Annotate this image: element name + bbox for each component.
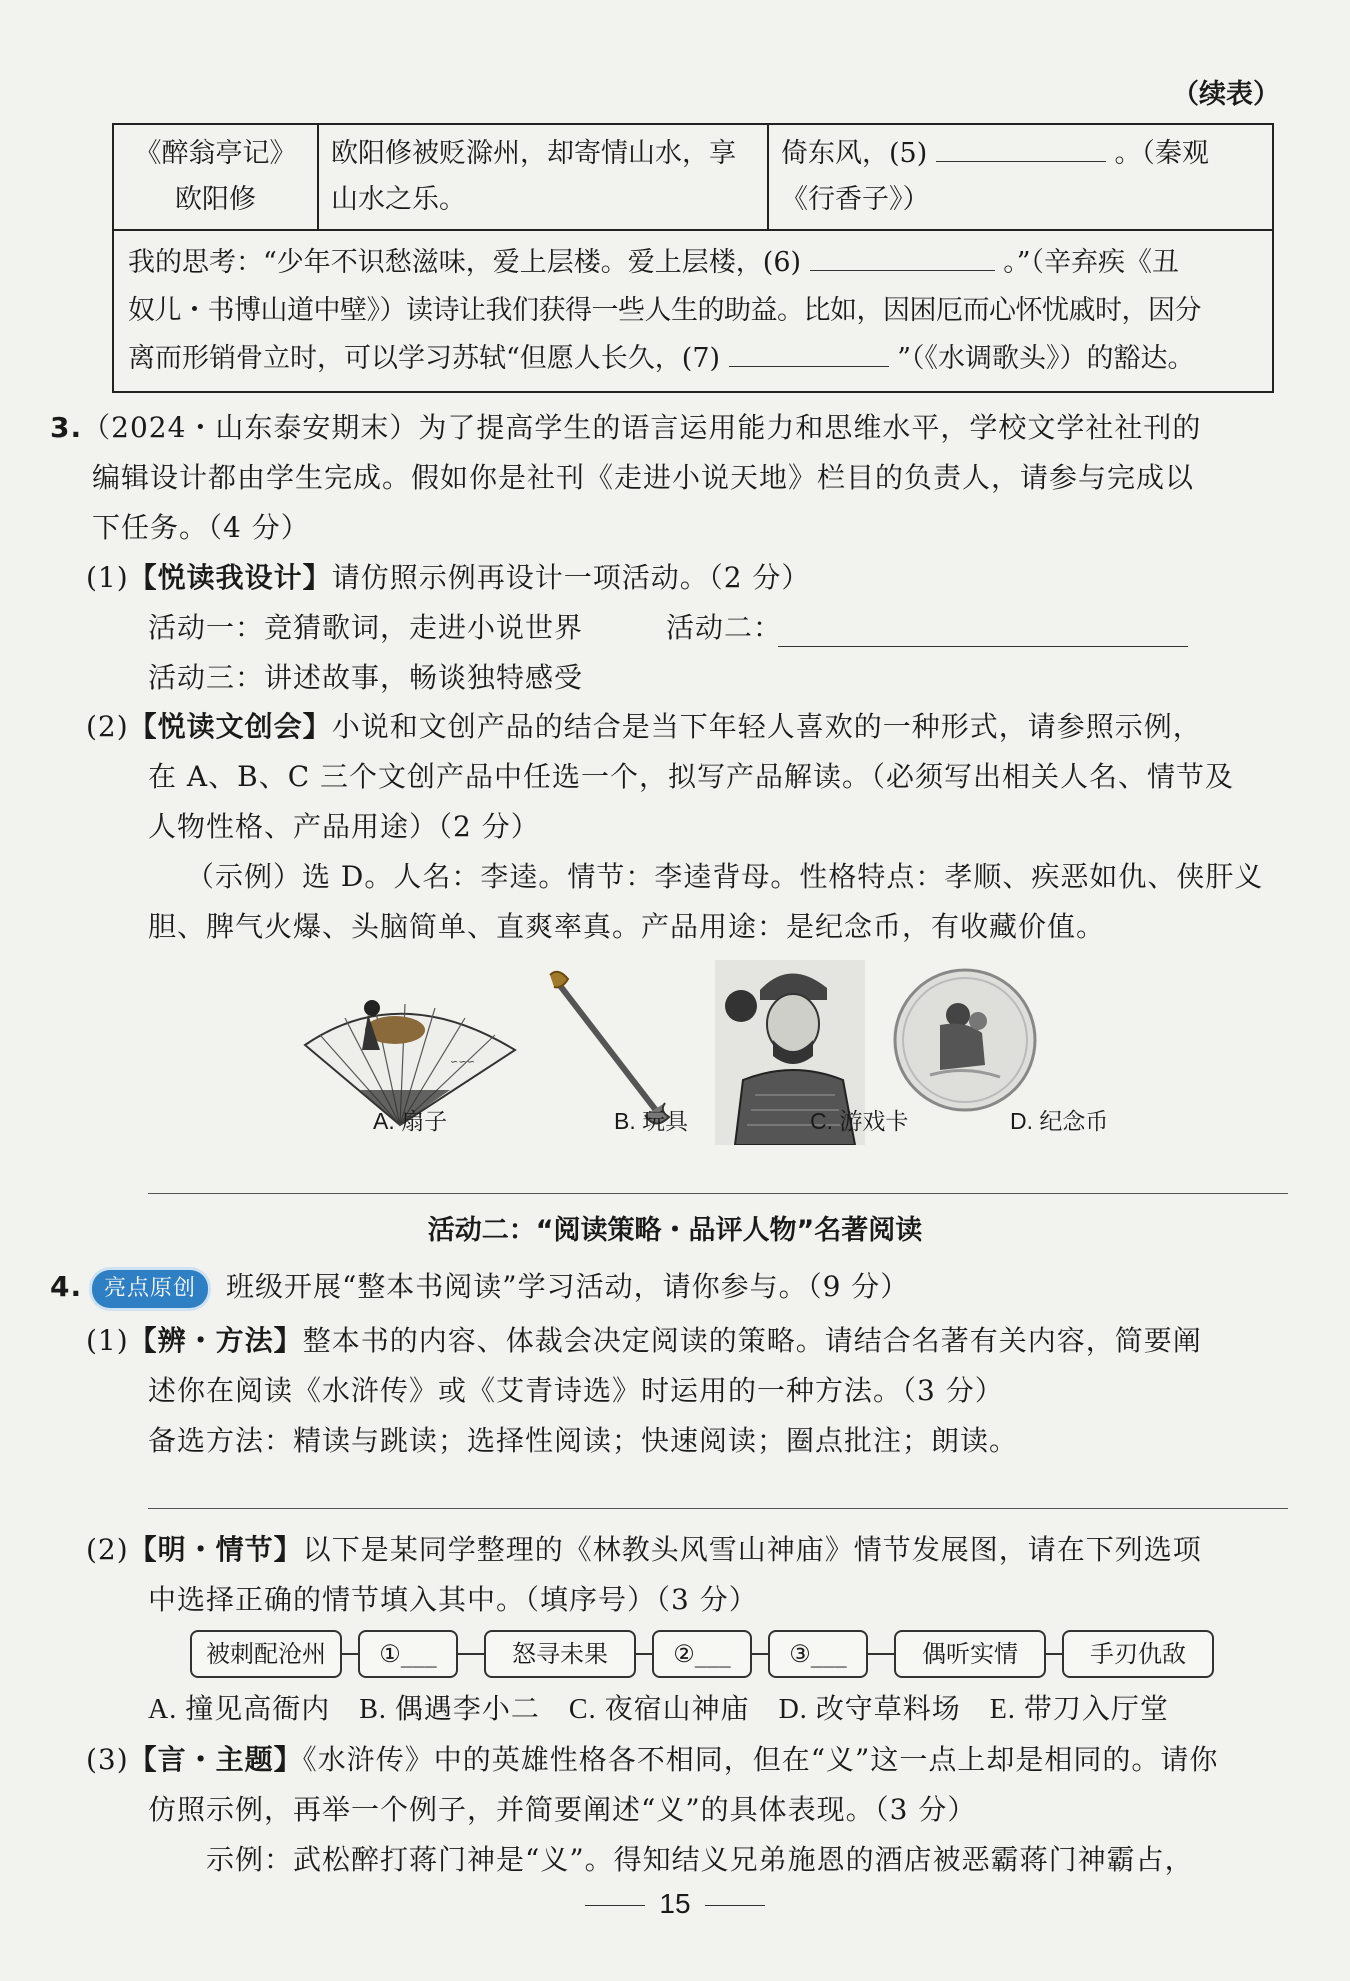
part-number: (1) xyxy=(86,1324,129,1357)
thinking-line1a: 我的思考：“少年不识愁滋味，爱上层楼。爱上层楼，(6) xyxy=(128,247,802,278)
flow-step: 偶听实情 xyxy=(894,1630,1046,1678)
thinking-line3b: ”（《水调歌头》）的豁达。 xyxy=(897,343,1195,374)
part-number: (2) xyxy=(86,1533,129,1566)
caption-a: A. 扇子 xyxy=(373,1108,448,1134)
method-options: 备选方法：精读与跳读；选择性阅读；快速阅读；圈点批注；朗读。 xyxy=(148,1424,1019,1457)
activity-two-label: 活动二： xyxy=(666,611,783,644)
work-title: 《醉翁亭记》 xyxy=(134,138,297,169)
answer-blank-7[interactable] xyxy=(729,337,889,367)
part-text-2: 述你在阅读《水浒传》或《艾青诗选》时运用的一种方法。（3 分） xyxy=(148,1374,1004,1407)
flow-blank[interactable]: ①___ xyxy=(358,1630,458,1678)
flow-connector xyxy=(1046,1653,1062,1655)
quote-source: 《行香子》） xyxy=(781,184,930,215)
q4-part2 xyxy=(86,1525,1316,1625)
poetry-table xyxy=(112,123,1274,393)
work-cell xyxy=(113,124,318,230)
flow-step: 怒寻未果 xyxy=(484,1630,636,1678)
part-tag: 【悦读我设计】 xyxy=(128,561,332,594)
part-number: (1) xyxy=(86,561,129,594)
part-text-2: 在 A、B、C 三个文创产品中任选一个，拟写产品解读。（必须写出相关人名、情节及 xyxy=(148,760,1235,793)
quote-cell xyxy=(768,124,1273,230)
work-author: 欧阳修 xyxy=(175,184,256,215)
choice-list: A. 撞见高衙内 B. 偶遇李小二 C. 夜宿山神庙 D. 改守草料场 E. 带刀入厅堂 xyxy=(148,1694,1169,1725)
part-text: 小说和文创产品的结合是当下年轻人喜欢的一种形式，请参照示例， xyxy=(331,710,1202,743)
desc-cell: 欧阳修被贬滁州，却寄情山水，享山水之乐。 xyxy=(318,124,768,230)
flow-connector xyxy=(636,1653,652,1655)
flow-connector xyxy=(458,1653,484,1655)
flow-blank[interactable]: ②___ xyxy=(652,1630,752,1678)
flow-step: 手刃仇敌 xyxy=(1062,1630,1214,1678)
answer-blank-6[interactable] xyxy=(810,241,995,271)
caption-b: B. 玩具 xyxy=(614,1108,689,1134)
answer-blank-5[interactable] xyxy=(936,132,1106,162)
part-text-2: 仿照示例，再举一个例子，并简要阐述“义”的具体表现。（3 分） xyxy=(148,1793,977,1826)
plot-flowchart xyxy=(190,1630,1250,1680)
thinking-cell xyxy=(113,230,1273,392)
example-line2: 胆、脾气火爆、头脑简单、直爽率真。产品用途：是纪念币，有收藏价值。 xyxy=(148,910,1106,943)
flow-connector xyxy=(342,1653,358,1655)
question-4 xyxy=(50,1262,1310,1312)
svg-text:∽∽∽: ∽∽∽ xyxy=(450,1057,476,1068)
answer-line[interactable] xyxy=(148,1508,1288,1509)
q3-intro1: （2024・山东泰安期末）为了提高学生的语言运用能力和思维水平，学校文学社社刊的 xyxy=(82,411,1202,444)
part-number: (2) xyxy=(86,710,129,743)
question-number: 4. xyxy=(50,1270,83,1303)
example-line1: （示例）选 D。人名：李逵。情节：李逵背母。性格特点：孝顺、疾恶如仇、侠肝义 xyxy=(186,860,1264,893)
question-number: 3. xyxy=(50,411,83,444)
coin-image xyxy=(890,965,1040,1115)
part-tag: 【明・情节】 xyxy=(128,1533,303,1566)
part-text: 请仿照示例再设计一项活动。（2 分） xyxy=(331,561,811,594)
flow-step: 被刺配沧州 xyxy=(190,1630,342,1678)
original-badge: 亮点原创 xyxy=(92,1270,208,1308)
activity-one: 活动一：竞猜歌词，走进小说世界 xyxy=(148,611,584,644)
q4-part1 xyxy=(86,1316,1316,1466)
thinking-line1b: 。”（辛弃疾《丑 xyxy=(1003,247,1180,278)
activity-two-blank[interactable] xyxy=(778,617,1188,647)
part-number: (3) xyxy=(86,1743,129,1776)
q4-intro: 班级开展“整本书阅读”学习活动，请你参与。（9 分） xyxy=(225,1270,910,1303)
caption-d: D. 纪念币 xyxy=(1010,1108,1109,1134)
part-text: 以下是某同学整理的《林教头风雪山神庙》情节发展图，请在下列选项 xyxy=(302,1533,1202,1566)
table-row xyxy=(113,230,1273,392)
q4-part3 xyxy=(86,1735,1316,1885)
caption-c: C. 游戏卡 xyxy=(810,1108,909,1134)
divider xyxy=(148,1193,1288,1194)
part-text-3: 人物性格、产品用途）（2 分） xyxy=(148,810,540,843)
part-tag: 【言・主题】 xyxy=(128,1743,303,1776)
continued-label: （续表） xyxy=(1172,79,1280,110)
thinking-line2: 奴儿・书博山道中壁》）读诗让我们获得一些人生的助益。比如，因困厄而心怀忧戚时，因分 xyxy=(128,295,1201,326)
quote-after: 。（秦观 xyxy=(1114,138,1209,169)
section-title: 活动二：“阅读策略・品评人物”名著阅读 xyxy=(427,1215,923,1246)
theme-example: 示例：武松醉打蒋门神是“义”。得知结义兄弟施恩的酒店被恶霸蒋门神霸占， xyxy=(206,1843,1194,1876)
page-number: 15 xyxy=(0,1888,1350,1920)
part-tag: 【辨・方法】 xyxy=(128,1324,303,1357)
q3-part1 xyxy=(86,553,1306,703)
quote-before: 倚东风，(5) xyxy=(781,138,928,169)
part-text-2: 中选择正确的情节填入其中。（填序号）（3 分） xyxy=(148,1583,758,1616)
q3-intro3: 下任务。（4 分） xyxy=(92,511,310,544)
table-row xyxy=(113,124,1273,230)
flow-connector xyxy=(752,1653,768,1655)
question-3 xyxy=(50,403,1310,553)
part-text: 整本书的内容、体裁会决定阅读的策略。请结合名著有关内容，简要阐 xyxy=(302,1324,1202,1357)
flow-connector xyxy=(868,1653,894,1655)
q3-part2 xyxy=(86,702,1306,952)
part-tag: 【悦读文创会】 xyxy=(128,710,332,743)
activity-three: 活动三：讲述故事，畅谈独特感受 xyxy=(148,661,584,694)
q3-intro2: 编辑设计都由学生完成。假如你是社刊《走进小说天地》栏目的负责人，请参与完成以 xyxy=(92,461,1195,494)
part-text: 《水浒传》中的英雄性格各不相同，但在“义”这一点上却是相同的。请你 xyxy=(302,1743,1219,1776)
flow-blank[interactable]: ③___ xyxy=(768,1630,868,1678)
thinking-line3a: 离而形销骨立时，可以学习苏轼“但愿人长久，(7) xyxy=(128,343,721,374)
